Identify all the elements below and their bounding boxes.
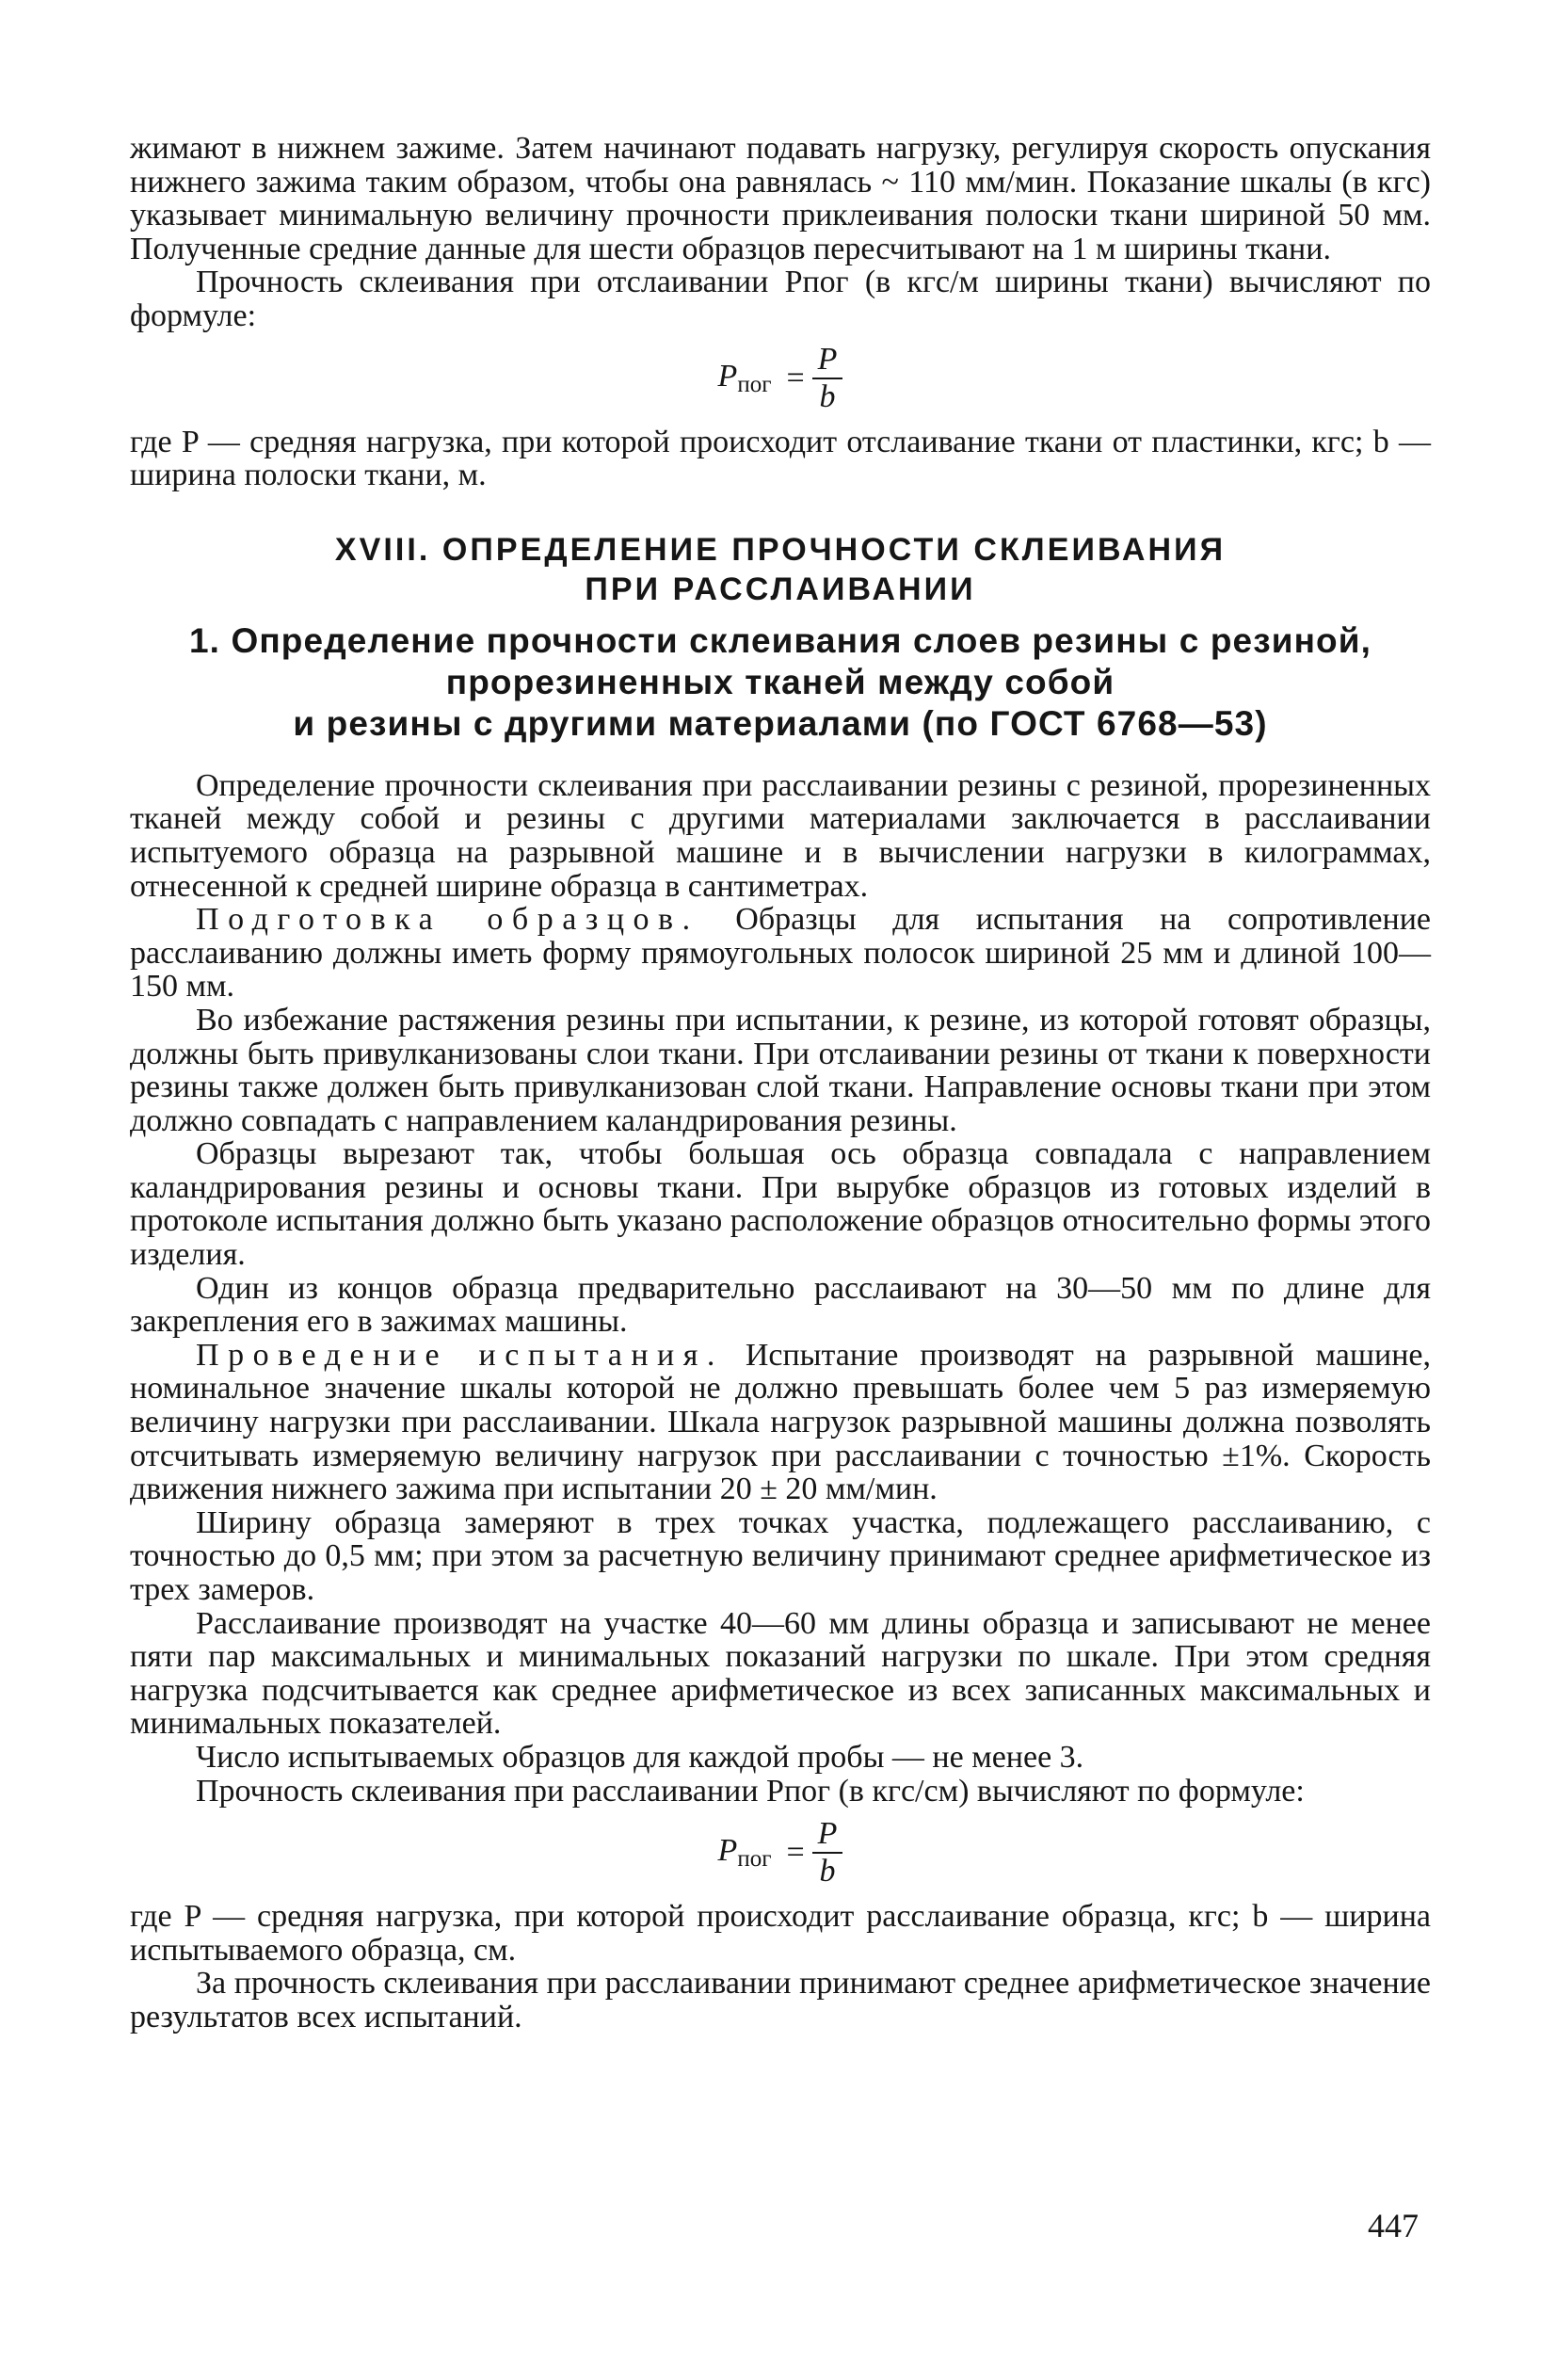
formula-fraction [812, 1816, 843, 1890]
paragraph-pre-split: Один из концов образца предварительно расслаивают на 30—50 мм по длине для закрепления его в зажимах машины. [130, 1270, 1431, 1340]
paragraph-fabric-layers: Во избежание растяжения резины при испытании, к резине, из которой готовят образцы, должны быть привулканизованы слои ткани. При отслаивании резины от ткани к поверхности резины также должен быть привулканизован слой ткани. Направление основы ткани при этом должно совпадать с направлением каландрирования резины. [130, 1002, 1431, 1138]
paragraph-text: Испытание производят на разрывной машине, номинальное значение шкалы которой не должно превышать более чем 5 раз измеряемую величину нагрузки при расслаивании. Шкала нагрузок разрывной машины должна позволять отсчитывать измеряемую величину нагрузок при расслаивании с точностью ±1%. Скорость движения нижнего зажима при испытании 20 ± 20 мм/мин. [130, 1337, 1432, 1507]
run-in-heading-testing: Проведение испытания. [196, 1337, 724, 1373]
subsection-title-line-1: 1. Определение прочности склеивания слоев резины с резиной, [188, 620, 1372, 660]
subsection-title-line-2: прорезиненных тканей между собой [445, 662, 1115, 701]
formula-fraction [812, 342, 843, 415]
formula-equals: = [786, 360, 805, 395]
formula-numerator: P [812, 342, 843, 379]
formula-lhs: $P_{пог}$ [717, 1833, 772, 1873]
section-title-line-2: ПРИ РАССЛАИВАНИИ [585, 571, 976, 607]
paragraph-peel-strength: Прочность склеивания при отслаивании Pпог (в кгс/м ширины ткани) вычисляют по формуле: [130, 265, 1431, 333]
subsection-title-line-3: и резины с другими материалами (по ГОСТ 6768—53) [293, 703, 1268, 743]
paragraph-continuation: жимают в нижнем зажиме. Затем начинают подавать нагрузку, регулируя скорость опускания нижнего зажима таким образом, чтобы она равнялась ~ 110 мм/мин. Показание шкалы (в кгс) указывает минимальную величину прочности приклеивания полоски ткани шириной 50 мм. Полученные средние данные для шести образцов пересчитывают на 1 м ширины ткани. [130, 131, 1431, 266]
paragraph-text: Образцы для испытания на сопротивление расслаиванию должны иметь форму прямоугольных полосок шириной 25 мм и длиной 100—150 мм. [130, 902, 1432, 1005]
paragraph-delamination-legend: где P — средняя нагрузка, при которой происходит расслаивание образца, кгс; b — ширина испытываемого образца, см. [130, 1899, 1431, 1968]
formula-denominator: b [819, 378, 836, 414]
page-content [130, 132, 1431, 2034]
formula-delamination [130, 1811, 1431, 1894]
formula-denominator: b [819, 1854, 836, 1890]
paragraph-readings: Расслаивание производят на участке 40—60 мм длины образца и записывают не менее пяти пар максимальных и минимальных показаний нагрузки по шкале. При этом средняя нагрузка подсчитывается как среднее арифметическое из всех записанных максимальных и минимальных показателей. [130, 1605, 1431, 1742]
page-number: 447 [1368, 2207, 1419, 2244]
section-title [130, 530, 1431, 609]
paragraph-width-measure: Ширину образца замеряют в трех точках участка, подлежащего расслаиванию, с точностью до 0,5 мм; при этом за расчетную величину принимают среднее арифметическое из трех замеров. [130, 1504, 1431, 1607]
paragraph-sample-preparation [130, 903, 1431, 1004]
formula-subscript: пог [737, 1846, 772, 1873]
paragraph-cutting: Образцы вырезают так, чтобы большая ось образца совпадала с направлением каландрирования резины и основы ткани. При вырубке образцов из готовых изделий в протоколе испытания должно быть указано расположение образцов относительно формы этого изделия. [130, 1136, 1431, 1273]
paragraph-delamination-strength: Прочность склеивания при расслаивании Pпог (в кгс/см) вычисляют по формуле: [196, 1773, 1305, 1809]
paragraph-result: За прочность склеивания при расслаивании принимают среднее арифметическое значение результатов всех испытаний. [130, 1966, 1431, 2034]
paragraph-sample-count: Число испытываемых образцов для каждой пробы — не менее 3. [196, 1739, 1084, 1775]
run-in-heading-preparation: Подготовка образцов. [196, 902, 699, 938]
formula-numerator: P [812, 1816, 843, 1854]
subsection-title [130, 620, 1431, 745]
formula-equals: = [786, 1835, 805, 1871]
formula-peel [130, 337, 1431, 420]
paragraph-definition: Определение прочности склеивания при расслаивании резины с резиной, прорезиненных тканей между собой и резины с другими материалами заключается в расслаивании испытуемого образца на разрывной машине и в вычислении нагрузки в килограммах, отнесенной к средней ширине образца в сантиметрах. [130, 767, 1431, 904]
paragraph-peel-legend: где P — средняя нагрузка, при которой происходит отслаивание ткани от пластинки, кгс; b — ширина полоски ткани, м. [130, 424, 1431, 493]
paragraph-testing [130, 1339, 1431, 1506]
section-title-line-1: XVIII. ОПРЕДЕЛЕНИЕ ПРОЧНОСТИ СКЛЕИВАНИЯ [334, 531, 1227, 568]
formula-lhs: $P_{пог}$ [717, 358, 772, 397]
formula-subscript: пог [737, 371, 772, 397]
